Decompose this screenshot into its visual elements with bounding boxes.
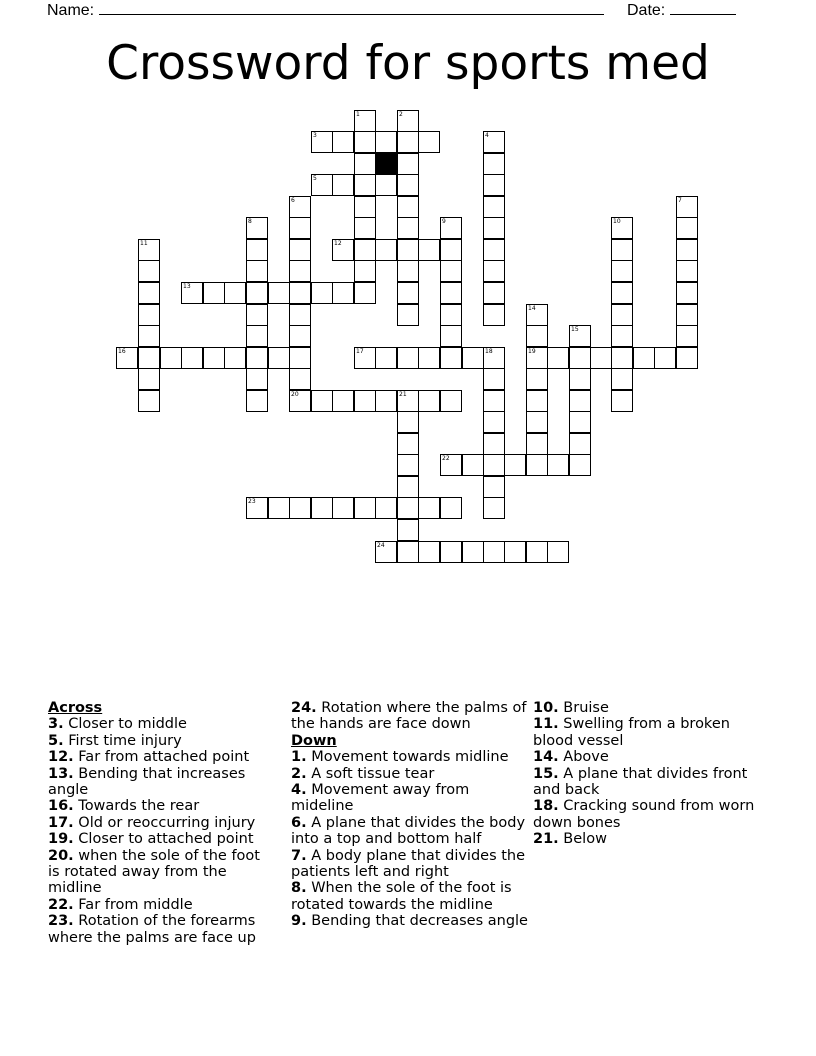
clue-item-number: 24.: [291, 700, 317, 716]
clue-item: [291, 749, 531, 765]
clue-item-number: 22.: [48, 896, 74, 913]
grid-cell[interactable]: [397, 217, 419, 239]
clues-column-2: [291, 700, 531, 930]
clue-item-text: A plane that divides the body into a top and bottom half: [291, 814, 526, 848]
clue-number: 12: [334, 240, 342, 247]
grid-cell[interactable]: [354, 497, 376, 519]
clue-item-number: 20.: [48, 847, 74, 864]
grid-cell[interactable]: [397, 433, 419, 455]
grid-cell[interactable]: [354, 390, 376, 412]
grid-cell[interactable]: [160, 347, 182, 369]
clue-item: [48, 716, 273, 732]
grid-cell[interactable]: [246, 497, 268, 519]
clue-item: [533, 700, 763, 716]
grid-cell[interactable]: [483, 497, 505, 519]
clue-number: 7: [678, 197, 682, 204]
grid-cell[interactable]: [246, 239, 268, 261]
grid-cell[interactable]: [375, 131, 397, 153]
grid-cell[interactable]: [676, 239, 698, 261]
clue-item: [48, 831, 273, 847]
grid-cell[interactable]: [526, 411, 548, 433]
grid-cell[interactable]: [483, 411, 505, 433]
grid-cell[interactable]: [332, 390, 354, 412]
grid-cell[interactable]: [311, 282, 333, 304]
grid-cell[interactable]: [676, 325, 698, 347]
clue-item-number: 21.: [533, 831, 559, 848]
grid-cell[interactable]: [354, 282, 376, 304]
grid-cell[interactable]: [440, 325, 462, 347]
grid-cell[interactable]: [397, 390, 419, 412]
clue-item: [533, 766, 763, 799]
grid-cell[interactable]: [418, 497, 440, 519]
grid-cell[interactable]: [246, 368, 268, 390]
grid-cell[interactable]: [569, 454, 591, 476]
grid-cell[interactable]: [440, 282, 462, 304]
clue-number: 23: [248, 498, 256, 505]
grid-cell[interactable]: [354, 239, 376, 261]
name-label: Name:: [47, 2, 95, 19]
grid-cell[interactable]: [569, 433, 591, 455]
grid-cell[interactable]: [547, 454, 569, 476]
clue-item: [48, 897, 273, 913]
clue-item: [291, 782, 531, 815]
grid-cell[interactable]: [440, 260, 462, 282]
grid-cell[interactable]: [633, 347, 655, 369]
grid-cell[interactable]: [181, 282, 203, 304]
clue-item-text: Bruise: [558, 700, 609, 716]
clue-number: 10: [613, 218, 621, 225]
grid-cell[interactable]: [375, 390, 397, 412]
clue-number: 19: [528, 348, 536, 355]
date-field: [627, 0, 736, 20]
grid-cell[interactable]: [138, 239, 160, 261]
grid-cell[interactable]: [397, 131, 419, 153]
grid-cell[interactable]: [483, 304, 505, 326]
clue-item-text: Cracking sound from worn down bones: [533, 798, 755, 831]
clue-item: [291, 700, 531, 733]
clue-number: 11: [140, 240, 148, 247]
grid-cell[interactable]: [676, 260, 698, 282]
grid-cell[interactable]: [268, 282, 290, 304]
grid-cell[interactable]: [611, 282, 633, 304]
grid-cell[interactable]: [354, 153, 376, 175]
clue-item: [533, 798, 763, 831]
grid-cell[interactable]: [483, 541, 505, 563]
grid-cell[interactable]: [526, 347, 548, 369]
grid-cell[interactable]: [611, 390, 633, 412]
grid-cell[interactable]: [246, 325, 268, 347]
clue-item-text: Rotation of the forearms where the palms are face up: [48, 913, 256, 946]
clue-number: 24: [377, 542, 385, 549]
grid-cell[interactable]: [590, 347, 612, 369]
grid-cell[interactable]: [311, 497, 333, 519]
grid-cell[interactable]: [526, 390, 548, 412]
clue-number: 3: [313, 132, 317, 139]
grid-cell[interactable]: [397, 153, 419, 175]
grid-cell[interactable]: [569, 390, 591, 412]
grid-cell[interactable]: [246, 304, 268, 326]
grid-cell[interactable]: [611, 239, 633, 261]
grid-cell[interactable]: [397, 174, 419, 196]
grid-cell[interactable]: [375, 239, 397, 261]
clue-item-number: 3.: [48, 716, 64, 733]
grid-cell[interactable]: [440, 390, 462, 412]
grid-cell[interactable]: [289, 325, 311, 347]
grid-cell[interactable]: [289, 239, 311, 261]
clue-item-text: Bending that decreases angle: [306, 913, 528, 930]
grid-cell[interactable]: [354, 347, 376, 369]
date-line[interactable]: [670, 0, 736, 15]
grid-cell[interactable]: [462, 454, 484, 476]
clue-item-text: when the sole of the foot is rotated away from the midline: [48, 847, 260, 897]
clue-item-text: Movement towards midline: [306, 749, 509, 766]
clue-item-number: 4.: [291, 782, 307, 799]
clue-item-text: Far from attached point: [73, 749, 250, 766]
grid-cell[interactable]: [397, 110, 419, 132]
grid-cell[interactable]: [676, 196, 698, 218]
grid-cell[interactable]: [397, 304, 419, 326]
grid-cell[interactable]: [397, 519, 419, 541]
grid-cell[interactable]: [289, 390, 311, 412]
grid-cell[interactable]: [483, 347, 505, 369]
grid-cell[interactable]: [483, 196, 505, 218]
grid-cell[interactable]: [483, 131, 505, 153]
clue-item-text: First time injury: [63, 732, 182, 749]
grid-cell[interactable]: [246, 347, 268, 369]
grid-cell[interactable]: [203, 282, 225, 304]
grid-cell[interactable]: [569, 347, 591, 369]
grid-cell[interactable]: [397, 541, 419, 563]
grid-cell[interactable]: [676, 347, 698, 369]
clue-item-text: Closer to middle: [63, 716, 187, 733]
grid-cell[interactable]: [440, 497, 462, 519]
clue-item: [291, 880, 531, 913]
grid-cell[interactable]: [332, 497, 354, 519]
grid-cell[interactable]: [397, 239, 419, 261]
grid-cell[interactable]: [611, 260, 633, 282]
name-field: [47, 0, 604, 20]
grid-cell[interactable]: [311, 390, 333, 412]
grid-cell[interactable]: [397, 497, 419, 519]
page-title: Crossword for sports med: [106, 36, 710, 91]
clue-item: [48, 815, 273, 831]
clue-item-number: 1.: [291, 749, 307, 766]
clue-item-text: Swelling from a broken blood vessel: [533, 716, 730, 749]
grid-cell[interactable]: [246, 390, 268, 412]
grid-cell[interactable]: [526, 433, 548, 455]
clue-heading: Across: [48, 700, 103, 716]
grid-cell[interactable]: [569, 368, 591, 390]
clue-item: [533, 716, 763, 749]
grid-cell[interactable]: [611, 217, 633, 239]
grid-cell[interactable]: [569, 411, 591, 433]
grid-cell[interactable]: [289, 217, 311, 239]
grid-cell[interactable]: [375, 347, 397, 369]
grid-cell[interactable]: [375, 497, 397, 519]
clue-heading: Down: [291, 732, 337, 749]
grid-cell[interactable]: [246, 217, 268, 239]
clue-item-number: 8.: [291, 880, 307, 897]
grid-cell[interactable]: [440, 347, 462, 369]
grid-cell[interactable]: [289, 196, 311, 218]
grid-cell[interactable]: [483, 174, 505, 196]
clue-item-number: 2.: [291, 765, 307, 782]
grid-cell[interactable]: [332, 131, 354, 153]
clue-item-number: 14.: [533, 749, 559, 766]
clue-item-number: 16.: [48, 798, 74, 815]
clue-number: 15: [571, 326, 579, 333]
grid-cell[interactable]: [289, 282, 311, 304]
grid-cell[interactable]: [354, 131, 376, 153]
clue-item-text: Above: [558, 749, 609, 766]
clue-number: 21: [399, 391, 407, 398]
clue-number: 14: [528, 305, 536, 312]
grid-cell[interactable]: [289, 497, 311, 519]
grid-cell[interactable]: [397, 260, 419, 282]
grid-cell[interactable]: [203, 347, 225, 369]
grid-cell[interactable]: [418, 347, 440, 369]
grid-cell[interactable]: [397, 282, 419, 304]
grid-cell[interactable]: [483, 368, 505, 390]
clue-item-text: Bending that increases angle: [48, 765, 246, 799]
grid-cell[interactable]: [224, 282, 246, 304]
grid-cell[interactable]: [611, 304, 633, 326]
date-label: Date:: [627, 2, 666, 19]
grid-cell[interactable]: [654, 347, 676, 369]
clue-item-text: Old or reoccurring injury: [73, 814, 256, 831]
clue-item-text: A soft tissue tear: [306, 765, 435, 782]
grid-cell[interactable]: [483, 153, 505, 175]
grid-cell[interactable]: [397, 411, 419, 433]
grid-cell[interactable]: [676, 217, 698, 239]
grid-cell[interactable]: [547, 541, 569, 563]
clue-number: 2: [399, 111, 403, 118]
grid-cell[interactable]: [526, 368, 548, 390]
grid-cell[interactable]: [354, 196, 376, 218]
grid-cell[interactable]: [311, 131, 333, 153]
clue-item-text: Below: [558, 831, 607, 848]
grid-cell[interactable]: [611, 368, 633, 390]
grid-cell[interactable]: [483, 260, 505, 282]
clue-item-number: 19.: [48, 831, 74, 848]
clue-item-number: 13.: [48, 765, 74, 782]
grid-cell[interactable]: [289, 347, 311, 369]
grid-cell[interactable]: [138, 347, 160, 369]
grid-cell[interactable]: [526, 541, 548, 563]
grid-cell[interactable]: [462, 541, 484, 563]
grid-cell[interactable]: [138, 260, 160, 282]
clue-item-number: 11.: [533, 716, 559, 733]
grid-cell[interactable]: [504, 541, 526, 563]
clue-item-text: Closer to attached point: [73, 831, 254, 848]
grid-cell[interactable]: [354, 110, 376, 132]
clue-item: [48, 733, 273, 749]
grid-cell[interactable]: [676, 282, 698, 304]
clue-number: 22: [442, 455, 450, 462]
clue-item-text: When the sole of the foot is rotated towards the midline: [291, 880, 512, 913]
grid-cell[interactable]: [504, 454, 526, 476]
grid-cell[interactable]: [375, 541, 397, 563]
grid-cell[interactable]: [483, 433, 505, 455]
grid-cell[interactable]: [569, 325, 591, 347]
clue-number: 13: [183, 283, 191, 290]
grid-cell[interactable]: [246, 260, 268, 282]
grid-cell[interactable]: [418, 390, 440, 412]
clue-item-number: 6.: [291, 814, 307, 831]
clue-item-number: 12.: [48, 749, 74, 766]
clue-number: 4: [485, 132, 489, 139]
clue-item-number: 17.: [48, 814, 74, 831]
clue-item-number: 15.: [533, 765, 559, 782]
clue-item: [291, 766, 531, 782]
grid-cell[interactable]: [418, 239, 440, 261]
grid-cell[interactable]: [397, 196, 419, 218]
grid-cell[interactable]: [676, 304, 698, 326]
grid-cell[interactable]: [483, 390, 505, 412]
clue-item: [48, 913, 273, 946]
clue-number: 1: [356, 111, 360, 118]
grid-cell[interactable]: [483, 476, 505, 498]
grid-cell[interactable]: [138, 325, 160, 347]
clue-item-number: 9.: [291, 913, 307, 930]
grid-cell[interactable]: [354, 174, 376, 196]
clues-column-3: [533, 700, 763, 848]
grid-cell[interactable]: [440, 239, 462, 261]
grid-cell[interactable]: [289, 260, 311, 282]
grid-cell[interactable]: [418, 541, 440, 563]
grid-cell[interactable]: [397, 454, 419, 476]
grid-cell[interactable]: [268, 347, 290, 369]
grid-cell[interactable]: [462, 347, 484, 369]
clue-item-text: Towards the rear: [73, 798, 200, 815]
grid-cell[interactable]: [526, 325, 548, 347]
grid-cell[interactable]: [138, 390, 160, 412]
grid-cell[interactable]: [418, 131, 440, 153]
grid-cell[interactable]: [246, 282, 268, 304]
clue-item: [533, 831, 763, 847]
grid-cell[interactable]: [397, 347, 419, 369]
clue-number: 8: [248, 218, 252, 225]
clue-item: [291, 815, 531, 848]
grid-cell[interactable]: [611, 347, 633, 369]
clue-item-text: A plane that divides front and back: [533, 765, 748, 799]
grid-cell[interactable]: [289, 368, 311, 390]
grid-cell[interactable]: [483, 454, 505, 476]
grid-cell[interactable]: [332, 239, 354, 261]
clue-item-number: 10.: [533, 700, 559, 716]
clue-item-text: Rotation where the palms of the hands are face down: [291, 700, 527, 733]
grid-cell[interactable]: [547, 347, 569, 369]
clue-item-text: Far from middle: [73, 896, 193, 913]
clue-item: [48, 848, 273, 897]
clue-item-number: 23.: [48, 913, 74, 930]
clue-item: [48, 798, 273, 814]
grid-cell[interactable]: [332, 282, 354, 304]
grid-cell[interactable]: [611, 325, 633, 347]
clue-item: [533, 749, 763, 765]
clue-number: 6: [291, 197, 295, 204]
clue-number: 17: [356, 348, 364, 355]
clue-number: 20: [291, 391, 299, 398]
clue-number: 5: [313, 175, 317, 182]
grid-cell[interactable]: [138, 304, 160, 326]
grid-cell[interactable]: [116, 347, 138, 369]
clue-item-text: Movement away from mideline: [291, 782, 470, 815]
black-square: [375, 153, 397, 175]
grid-cell[interactable]: [483, 217, 505, 239]
grid-cell[interactable]: [268, 497, 290, 519]
clue-item: [48, 766, 273, 799]
grid-cell[interactable]: [224, 347, 246, 369]
clue-number: 18: [485, 348, 493, 355]
name-line[interactable]: [99, 0, 604, 15]
clue-item: [291, 848, 531, 881]
clue-item-number: 7.: [291, 847, 307, 864]
clue-item-number: 5.: [48, 732, 64, 749]
grid-cell[interactable]: [311, 174, 333, 196]
grid-cell[interactable]: [440, 541, 462, 563]
grid-cell[interactable]: [483, 239, 505, 261]
grid-cell[interactable]: [440, 454, 462, 476]
clue-item-number: 18.: [533, 798, 559, 815]
clue-number: 9: [442, 218, 446, 225]
grid-cell[interactable]: [354, 217, 376, 239]
clue-number: 16: [118, 348, 126, 355]
grid-cell[interactable]: [138, 368, 160, 390]
grid-cell[interactable]: [526, 454, 548, 476]
grid-cell[interactable]: [354, 260, 376, 282]
grid-cell[interactable]: [483, 282, 505, 304]
grid-cell[interactable]: [440, 217, 462, 239]
clue-item: [48, 749, 273, 765]
clues-column-1: [48, 700, 273, 946]
grid-cell[interactable]: [397, 476, 419, 498]
grid-cell[interactable]: [526, 304, 548, 326]
grid-cell[interactable]: [440, 304, 462, 326]
clue-item-text: A body plane that divides the patients left and right: [291, 847, 526, 881]
grid-cell[interactable]: [289, 304, 311, 326]
grid-cell[interactable]: [375, 174, 397, 196]
grid-cell[interactable]: [138, 282, 160, 304]
clue-item: [291, 913, 531, 929]
grid-cell[interactable]: [332, 174, 354, 196]
grid-cell[interactable]: [181, 347, 203, 369]
